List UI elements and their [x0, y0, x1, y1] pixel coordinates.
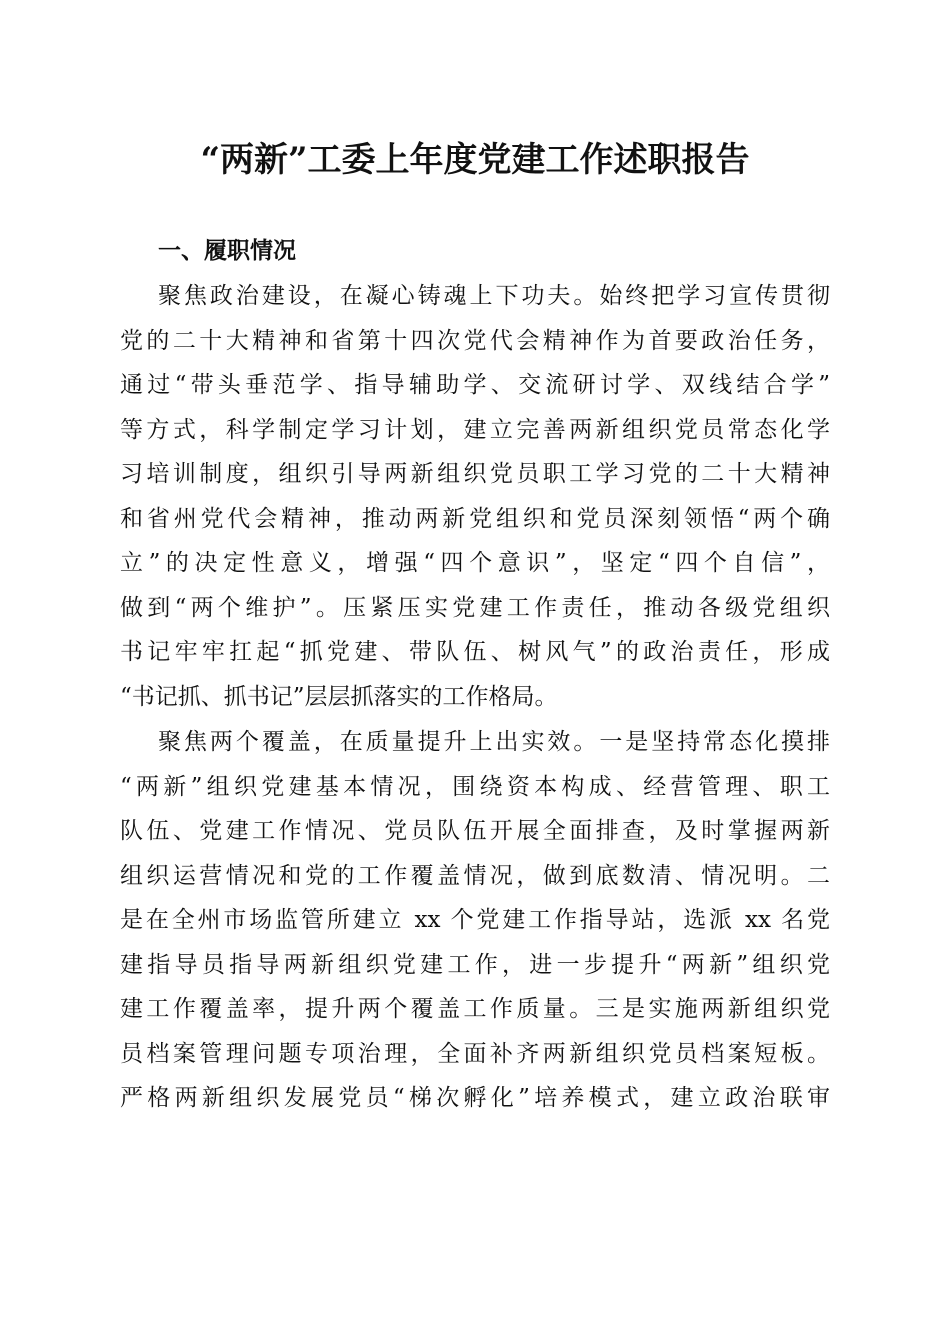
- paragraph-line: 队伍、党建工作情况、党员队伍开展全面排查，及时掌握两新: [120, 818, 830, 844]
- paragraph-line: 严格两新组织发展党员“梯次孵化”培养模式，建立政治联审: [120, 1085, 830, 1111]
- paragraph-line: 做到“两个维护”。压紧压实党建工作责任，推动各级党组织: [120, 594, 830, 621]
- document-title: “两新”工委上年度党建工作述职报告: [200, 140, 750, 180]
- paragraph-line: “两新”组织党建基本情况，围绕资本构成、经营管理、职工: [120, 773, 830, 800]
- paragraph-line: 建指导员指导两新组织党建工作，进一步提升“两新”组织党: [120, 951, 830, 978]
- paragraph-line: 聚焦政治建设，在凝心铸魂上下功夫。始终把学习宣传贯彻: [158, 283, 830, 309]
- paragraph-line: 立”的决定性意义，增强“四个意识”，坚定“四个自信”，: [120, 550, 830, 576]
- paragraph-line: 是在全州市场监管所建立 xx 个党建工作指导站，选派 xx 名党: [120, 907, 830, 933]
- paragraph-line: 建工作覆盖率，提升两个覆盖工作质量。三是实施两新组织党: [120, 996, 830, 1022]
- section-heading: 一、履职情况: [158, 238, 296, 264]
- paragraph-line: 和省州党代会精神，推动两新党组织和党员深刻领悟“两个确: [120, 505, 830, 532]
- paragraph-two-coverages: [120, 720, 830, 1121]
- paragraph-political-building: [120, 274, 830, 719]
- paragraph-line: 员档案管理问题专项治理，全面补齐两新组织党员档案短板。: [120, 1040, 830, 1067]
- paragraph-line: 等方式，科学制定学习计划，建立完善两新组织党员常态化学: [120, 416, 830, 443]
- paragraph-line: 习培训制度，组织引导两新组织党员职工学习党的二十大精神: [120, 461, 830, 487]
- paragraph-line: “书记抓、抓书记”层层抓落实的工作格局。: [120, 683, 558, 710]
- paragraph-line: 组织运营情况和党的工作覆盖情况，做到底数清、情况明。二: [120, 862, 830, 889]
- paragraph-line: 通过“带头垂范学、指导辅助学、交流研讨学、双线结合学”: [120, 372, 830, 398]
- paragraph-line: 党的二十大精神和省第十四次党代会精神作为首要政治任务，: [120, 327, 830, 354]
- paragraph-line: 聚焦两个覆盖，在质量提升上出实效。一是坚持常态化摸排: [158, 729, 830, 755]
- paragraph-line: 书记牢牢扛起“抓党建、带队伍、树风气”的政治责任，形成: [120, 639, 830, 665]
